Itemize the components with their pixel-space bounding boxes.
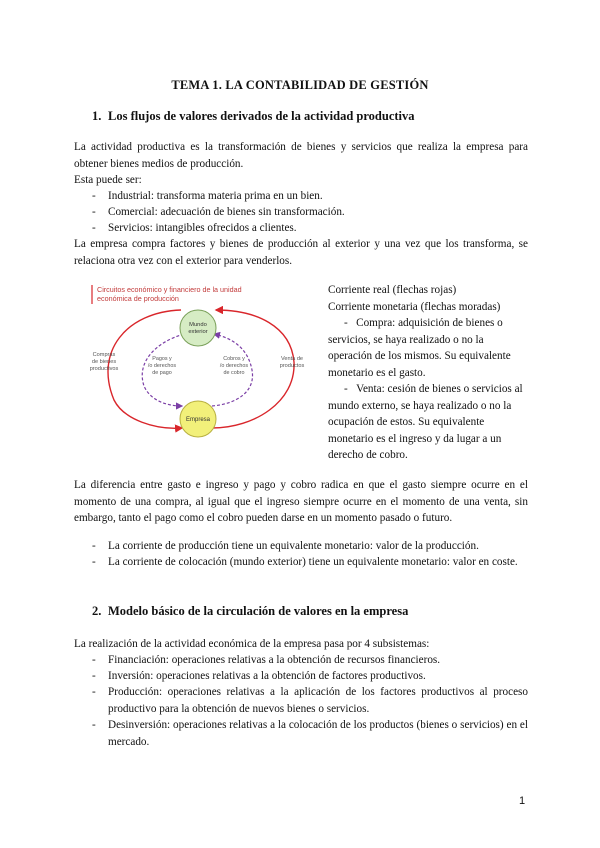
section-1-intro: La actividad productiva es la transformación de bienes y servicios que realiza la empresa para obtener bienes medios de producción. (74, 141, 528, 170)
label-compras: Compras (92, 352, 116, 358)
bullet-dash: - (92, 222, 96, 234)
list-item-text: Industrial: transforma materia prima en un bien. (108, 190, 323, 202)
diagram-caption-line1: Circuitos económico y financiero de la unidad (97, 285, 242, 294)
list-item-text: La corriente de colocación (mundo exterior) tiene un equivalente monetario: valor en coste. (108, 556, 518, 568)
label-pagos: /o derechos (147, 363, 177, 369)
page-number: 1 (519, 795, 526, 807)
right-column-text (328, 282, 528, 315)
bullet-dash: - (92, 556, 96, 568)
bullet-dash: - (92, 206, 96, 218)
node-empresa-label: Empresa (185, 417, 211, 423)
document-title: TEMA 1. LA CONTABILIDAD DE GESTIÓN (171, 78, 429, 92)
section-1-heading (92, 109, 415, 124)
section-2-title: Modelo básico de la circulación de valores en la empresa (108, 604, 409, 618)
list-item-text: Comercial: adecuación de bienes sin transformación. (108, 206, 345, 218)
diagram-caption-line2: económica de producción (97, 294, 179, 303)
list-item-text: Servicios: intangibles ofrecidos a clientes. (108, 222, 297, 234)
real-flow-right-arrow (212, 310, 294, 428)
bullet-dash: - (92, 670, 96, 682)
section-2-heading (92, 604, 408, 619)
label-cobros: Cobros y (223, 356, 245, 362)
node-mundo-exterior (180, 310, 216, 346)
section-2-intro: La realización de la actividad económica de la empresa pasa por 4 subsistemas: (74, 638, 430, 650)
node-mundo-exterior-label: Mundo (189, 322, 207, 328)
label-venta: productos (279, 363, 305, 369)
section-2-number: 2. (92, 604, 102, 618)
list-item-text: Inversión: operaciones relativas a la obtención de factores productivos. (108, 670, 426, 682)
section-1-para3: La diferencia entre gasto e ingreso y pago y cobro radica en que el gasto siempre ocurre en el momento de una compra, al igual que el ingreso siempre ocurre en el momento de una venta, sin embargo, tanto el pago como el cobro pueden darse en un momento pasado o futuro. (74, 479, 528, 524)
section-1-number: 1. (92, 109, 102, 123)
label-pagos: Pagos y (152, 356, 172, 362)
list-lead: Esta puede ser: (74, 174, 142, 186)
label-pagos: de pago (152, 370, 172, 376)
diagram-svg (86, 282, 308, 444)
venta-text: Venta: cesión de bienes o servicios al mundo externo, se haya realizado o no la ocupación de estos. Su equivalente monetario es el ingreso y da lugar a un derecho de cobro. (328, 383, 523, 461)
list-item-text: Producción: operaciones relativas a la aplicación de los factores productivos al proceso productivo para la obtención de nuevos bienes o servicios. (108, 686, 528, 715)
bullet-dash: - (92, 190, 96, 202)
node-mundo-exterior-label: exterior (188, 329, 208, 335)
compra-definition (328, 315, 528, 381)
list-item-text: La corriente de producción tiene un equivalente monetario: valor de la producción. (108, 540, 479, 552)
economic-circuit-diagram (86, 282, 308, 444)
bullet-dash: - (92, 719, 96, 731)
compra-text: Compra: adquisición de bienes o servicios, se haya realizado o no la operación de los mismos. Su equivalente monetario es el gasto. (328, 317, 511, 379)
bullet-dash: - (344, 317, 348, 329)
corriente-real: Corriente real (flechas rojas) (328, 284, 457, 296)
label-cobros: de cobro (223, 370, 245, 376)
list-item-text: Desinversión: operaciones relativas a la colocación de los productos (bienes o servicios) en el mercado. (108, 719, 528, 748)
bullet-dash: - (344, 383, 348, 395)
label-cobros: /o derechos (219, 363, 249, 369)
venta-definition (328, 381, 528, 464)
bullet-dash: - (92, 540, 96, 552)
bullet-dash: - (92, 654, 96, 666)
bullet-dash: - (92, 686, 96, 698)
section-1-title: Los flujos de valores derivados de la actividad productiva (108, 109, 415, 123)
section-1-para2: La empresa compra factores y bienes de producción al exterior y una vez que los transforma, se relaciona otra vez con el exterior para venderlos. (74, 238, 528, 267)
corriente-monetaria: Corriente monetaria (flechas moradas) (328, 300, 501, 313)
label-venta: Venta de (280, 356, 304, 362)
list-item-text: Financiación: operaciones relativas a la obtención de recursos financieros. (108, 654, 441, 666)
label-compras: de bienes (91, 359, 117, 365)
label-compras: productivos (89, 366, 119, 372)
